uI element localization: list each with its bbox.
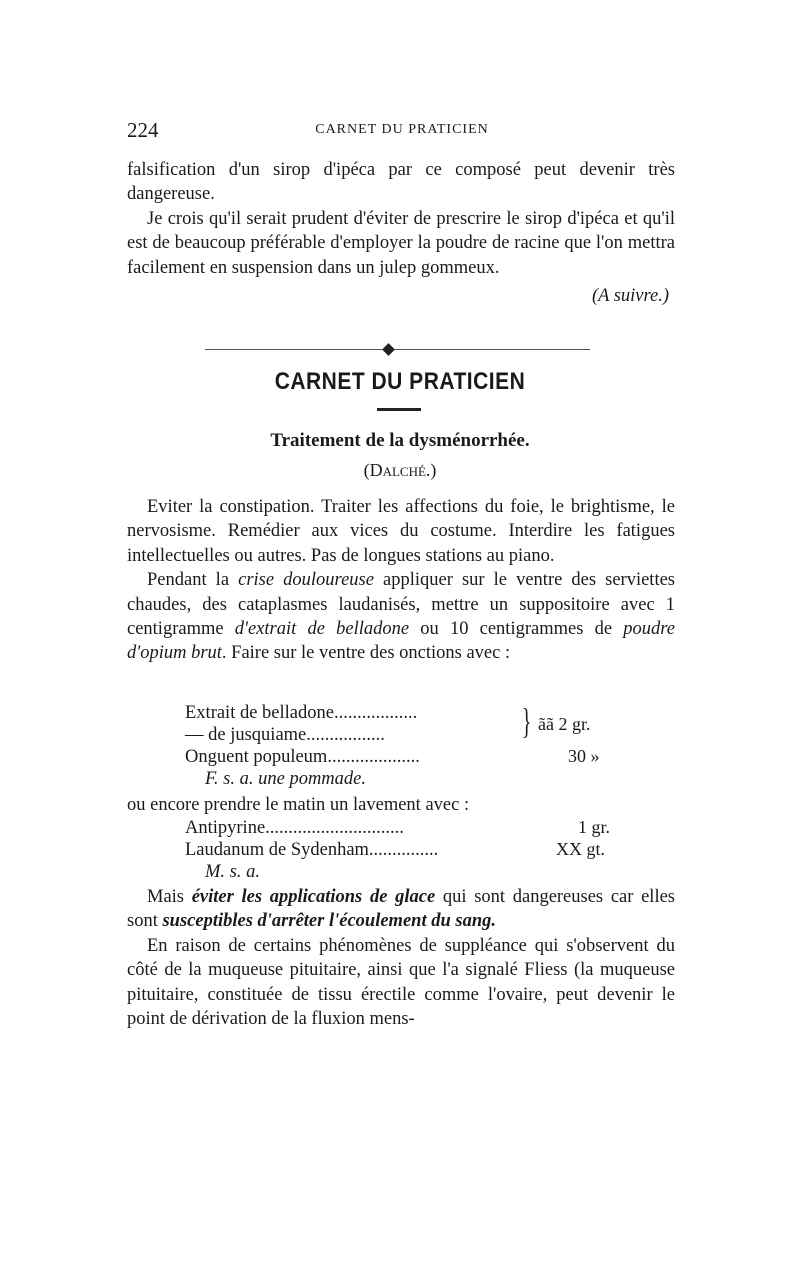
intro-paragraph-2: Je crois qu'il serait prudent d'éviter de prescrire le sirop d'ipéca et qu'il est de beaucoup préférable d'employer la poudre de racine que l'on mettra facilement en suspension dans un julep gommeux. [127, 208, 675, 278]
rx1-qty-onguent: 30 » [568, 746, 600, 766]
section-title: CARNET DU PRATICIEN [274, 368, 526, 395]
running-title: CARNET DU PRATICIEN [315, 122, 489, 137]
rx1-item-belladone: Extrait de belladone.................. [185, 703, 418, 723]
paragraph-constipation: Eviter la constipation. Traiter les affections du foie, le brightisme, le nervosisme. Remédier aux vices du costume. Interdire les fatigues intellectuelles ou autres. Pas de longues stations au piano. [127, 497, 675, 566]
prescription-1 [185, 702, 420, 790]
to-be-continued: (A suivre.) [591, 286, 669, 307]
article-author: (Dalché.) [363, 460, 437, 480]
paragraph-crise: Pendant la crise douloureuse appliquer sur le ventre des serviettes chaudes, des cataplasmes laudanisés, mettre un suppositoire avec 1 centigramme d'extrait de belladone ou 10 centigrammes de poudre d'opium brut. Faire sur le ventre des onctions avec : [127, 570, 676, 664]
rx2-qty-laudanum: XX gt. [556, 839, 605, 859]
article-text-2 [127, 793, 675, 817]
rx2-formula: M. s. a. [205, 862, 260, 882]
paragraph-suppleance: En raison de certains phénomènes de suppléance qui s'observent du côté de la muqueuse pituitaire, ainsi que l'a signalé Fliess (la muqueuse pituitaire, constituée de tissu érectile comme l'ovaire, peut devenir le point de dérivation de la fluxion mens- [127, 935, 675, 1030]
paragraph-lavement: ou encore prendre le matin un lavement avec : [127, 795, 470, 815]
rx1-item-onguent: Onguent populeum.................... [185, 747, 420, 767]
rx2-item-laudanum: Laudanum de Sydenham............... [185, 840, 439, 860]
intro-text [127, 158, 675, 308]
rx1-qty-shared: ãã 2 gr. [538, 714, 591, 734]
page-number: 224 [127, 118, 159, 142]
article-text-1 [127, 495, 675, 666]
rx2-qty-antipyrine: 1 gr. [578, 817, 611, 837]
rx2-item-antipyrine: Antipyrine.............................. [185, 818, 404, 838]
prescription-2 [185, 817, 438, 883]
paragraph-glace: Mais éviter les applications de glace qui sont dangereuses car elles sont susceptibles d'arrêter l'écoulement du sang. [127, 887, 676, 932]
page-header [127, 118, 677, 142]
section-divider [205, 349, 590, 350]
rx1-formula: F. s. a. une pommade. [205, 769, 367, 789]
article-text-3 [127, 885, 675, 1031]
brace-icon: } [521, 701, 532, 741]
rx1-item-jusquiame: — de jusquiame................. [185, 725, 385, 745]
divider-ornament-icon [382, 343, 395, 356]
article-title: Traitement de la dysménorrhée. [270, 430, 530, 451]
intro-paragraph-1: falsification d'un sirop d'ipéca par ce composé peut devenir très dangereuse. [127, 160, 675, 205]
title-rule [377, 408, 421, 411]
